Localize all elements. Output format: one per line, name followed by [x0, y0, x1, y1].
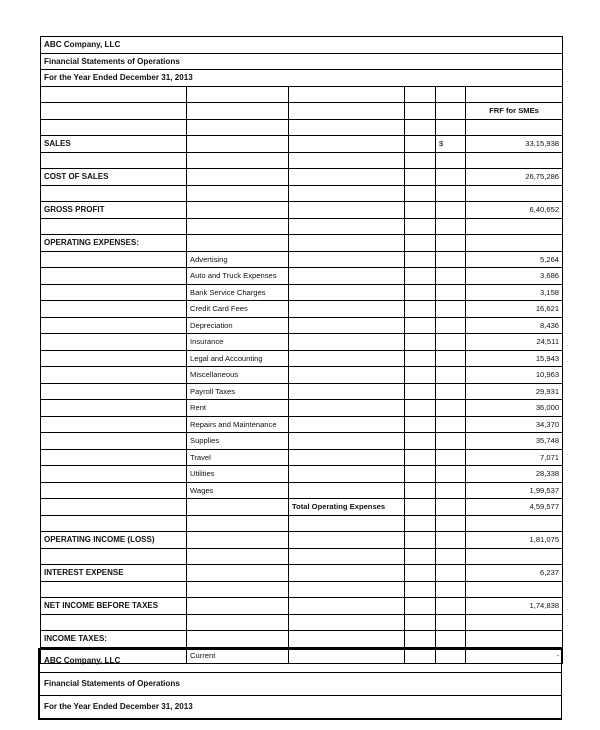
- cell-blank: [289, 185, 405, 202]
- cell-blank: [405, 317, 436, 334]
- cell-blank: [41, 433, 187, 450]
- cell-blank: [289, 235, 405, 252]
- gross-profit-value: 6,40,652: [466, 202, 563, 219]
- cell-blank: [187, 598, 289, 615]
- cell-blank: [289, 581, 405, 598]
- expense-value: 15,943: [466, 350, 563, 367]
- cost-of-sales-label: COST OF SALES: [41, 169, 187, 186]
- spacer-row: [41, 548, 563, 565]
- cell-blank: [41, 317, 187, 334]
- cell-blank: [436, 235, 466, 252]
- cell-blank: [436, 119, 466, 136]
- cell-blank: [289, 301, 405, 318]
- expense-value: 10,963: [466, 367, 563, 384]
- spacer-row: [41, 218, 563, 235]
- expense-value: 35,748: [466, 433, 563, 450]
- cell-blank: [436, 350, 466, 367]
- row-net-income-before-taxes: [41, 598, 563, 615]
- cell-blank: [436, 251, 466, 268]
- cell-blank: [41, 284, 187, 301]
- cell-blank: [436, 499, 466, 516]
- cell-blank: [41, 301, 187, 318]
- cell-blank: [41, 614, 187, 631]
- title-row-period: [41, 70, 563, 87]
- footer-statement-period: For the Year Ended December 31, 2013: [39, 696, 562, 720]
- cell-blank: [41, 103, 187, 120]
- expense-row: [41, 416, 563, 433]
- cell-blank: [41, 449, 187, 466]
- cell-blank: [289, 136, 405, 153]
- cell-blank: [436, 317, 466, 334]
- operating-expenses-label: OPERATING EXPENSES:: [41, 235, 187, 252]
- expense-value: 1,99,537: [466, 482, 563, 499]
- spacer-row: [41, 119, 563, 136]
- operating-income-value: 1,81,075: [466, 532, 563, 549]
- expense-row: [41, 466, 563, 483]
- expense-value: 7,071: [466, 449, 563, 466]
- cell-blank: [289, 466, 405, 483]
- expense-value: 29,931: [466, 383, 563, 400]
- footer-row-company: [39, 649, 562, 673]
- cell-blank: [289, 152, 405, 169]
- cell-blank: [405, 400, 436, 417]
- expense-value: 8,436: [466, 317, 563, 334]
- expense-label: Advertising: [187, 251, 289, 268]
- cell-blank: [187, 499, 289, 516]
- expense-label: Credit Card Fees: [187, 301, 289, 318]
- cell-blank: [289, 515, 405, 532]
- expense-label: Repairs and Maintenance: [187, 416, 289, 433]
- cell-blank: [466, 119, 563, 136]
- expense-label: Auto and Truck Expenses: [187, 268, 289, 285]
- cell-blank: [41, 515, 187, 532]
- cell-blank: [289, 400, 405, 417]
- cell-blank: [187, 631, 289, 648]
- cell-blank: [436, 103, 466, 120]
- gross-profit-label: GROSS PROFIT: [41, 202, 187, 219]
- cell-blank: [405, 350, 436, 367]
- row-interest-expense: [41, 565, 563, 582]
- row-operating-income: [41, 532, 563, 549]
- cell-blank: [41, 152, 187, 169]
- expense-row: [41, 284, 563, 301]
- footer-repeat-block: [38, 648, 562, 720]
- expense-value: 3,686: [466, 268, 563, 285]
- cell-blank: [466, 631, 563, 648]
- cell-blank: [436, 581, 466, 598]
- spacer-row: [41, 152, 563, 169]
- footer-company-name: ABC Company, LLC: [39, 649, 562, 673]
- expense-row: [41, 400, 563, 417]
- expense-value: 34,370: [466, 416, 563, 433]
- cell-blank: [405, 119, 436, 136]
- cell-blank: [436, 152, 466, 169]
- row-operating-expenses-heading: [41, 235, 563, 252]
- cost-of-sales-value: 26,75,286: [466, 169, 563, 186]
- cell-blank: [289, 383, 405, 400]
- cell-blank: [289, 565, 405, 582]
- expense-value: 5,264: [466, 251, 563, 268]
- expense-row: [41, 268, 563, 285]
- expense-row: [41, 367, 563, 384]
- cell-blank: [436, 185, 466, 202]
- cell-blank: [436, 482, 466, 499]
- cell-blank: [405, 169, 436, 186]
- cell-blank: [405, 202, 436, 219]
- cell-blank: [436, 218, 466, 235]
- cell-blank: [466, 548, 563, 565]
- cell-blank: [466, 614, 563, 631]
- expense-label: Insurance: [187, 334, 289, 351]
- cell-blank: [436, 400, 466, 417]
- cell-blank: [466, 581, 563, 598]
- cell-blank: [405, 251, 436, 268]
- cell-blank: [41, 185, 187, 202]
- cell-blank: [436, 631, 466, 648]
- cell-blank: [289, 350, 405, 367]
- cell-blank: [289, 433, 405, 450]
- cell-blank: [405, 466, 436, 483]
- company-name: ABC Company, LLC: [41, 37, 563, 54]
- footer-row-period: [39, 696, 562, 720]
- cell-blank: [405, 334, 436, 351]
- title-row-company: [41, 37, 563, 54]
- cell-blank: [187, 86, 289, 103]
- cell-blank: [405, 581, 436, 598]
- cell-blank: [436, 169, 466, 186]
- cell-blank: [405, 515, 436, 532]
- cell-blank: [187, 515, 289, 532]
- cell-blank: [436, 86, 466, 103]
- cell-blank: [405, 235, 436, 252]
- expense-row: [41, 317, 563, 334]
- cell-blank: [187, 614, 289, 631]
- currency-symbol: $: [436, 136, 466, 153]
- row-sales: [41, 136, 563, 153]
- expense-row: [41, 350, 563, 367]
- cell-blank: [41, 400, 187, 417]
- current-tax-value: -: [466, 647, 563, 664]
- cell-blank: [187, 103, 289, 120]
- expense-label: Rent: [187, 400, 289, 417]
- cell-blank: [289, 119, 405, 136]
- cell-blank: [41, 581, 187, 598]
- cell-blank: [436, 301, 466, 318]
- statement-period: For the Year Ended December 31, 2013: [41, 70, 563, 87]
- expense-label: Payroll Taxes: [187, 383, 289, 400]
- cell-blank: [436, 548, 466, 565]
- cell-blank: [289, 631, 405, 648]
- expense-row: [41, 449, 563, 466]
- cell-blank: [436, 383, 466, 400]
- cell-blank: [289, 532, 405, 549]
- cell-blank: [466, 218, 563, 235]
- row-cost-of-sales: [41, 169, 563, 186]
- cell-blank: [436, 334, 466, 351]
- cell-blank: [405, 598, 436, 615]
- cell-blank: [289, 598, 405, 615]
- spacer-row: [41, 581, 563, 598]
- cell-blank: [405, 416, 436, 433]
- cell-blank: [187, 532, 289, 549]
- cell-blank: [405, 499, 436, 516]
- cell-blank: [187, 202, 289, 219]
- framework-label: FRF for SMEs: [466, 103, 563, 120]
- net-income-before-taxes-value: 1,74,838: [466, 598, 563, 615]
- cell-blank: [405, 482, 436, 499]
- expense-row: [41, 301, 563, 318]
- cell-blank: [466, 515, 563, 532]
- cell-blank: [289, 251, 405, 268]
- cell-blank: [405, 136, 436, 153]
- cell-blank: [41, 466, 187, 483]
- cell-blank: [436, 367, 466, 384]
- cell-blank: [41, 350, 187, 367]
- cell-blank: [187, 218, 289, 235]
- spacer-row: [41, 185, 563, 202]
- expense-value: 16,621: [466, 301, 563, 318]
- cell-blank: [289, 103, 405, 120]
- cell-blank: [289, 317, 405, 334]
- cell-blank: [289, 548, 405, 565]
- expense-label: Wages: [187, 482, 289, 499]
- expense-label: Legal and Accounting: [187, 350, 289, 367]
- cell-blank: [41, 119, 187, 136]
- row-income-taxes-heading: [41, 631, 563, 648]
- expense-row: [41, 251, 563, 268]
- cell-blank: [405, 268, 436, 285]
- cell-blank: [289, 449, 405, 466]
- cell-blank: [289, 202, 405, 219]
- cell-blank: [405, 218, 436, 235]
- footer-statement-title: Financial Statements of Operations: [39, 673, 562, 696]
- cell-blank: [41, 499, 187, 516]
- cell-blank: [289, 169, 405, 186]
- expense-label: Supplies: [187, 433, 289, 450]
- sales-value: 33,15,938: [466, 136, 563, 153]
- cell-blank: [436, 416, 466, 433]
- statement-title: Financial Statements of Operations: [41, 53, 563, 70]
- cell-blank: [436, 284, 466, 301]
- income-statement-table: [40, 36, 563, 664]
- cell-blank: [41, 251, 187, 268]
- cell-blank: [41, 367, 187, 384]
- cell-blank: [41, 482, 187, 499]
- footer-row-statement: [39, 673, 562, 696]
- cell-blank: [466, 152, 563, 169]
- cell-blank: [187, 169, 289, 186]
- cell-blank: [289, 614, 405, 631]
- expense-row: [41, 482, 563, 499]
- cell-blank: [436, 466, 466, 483]
- cell-blank: [436, 202, 466, 219]
- cell-blank: [289, 367, 405, 384]
- expense-value: 24,511: [466, 334, 563, 351]
- expense-label: Depreciation: [187, 317, 289, 334]
- cell-blank: [436, 598, 466, 615]
- cell-blank: [41, 86, 187, 103]
- operating-income-label: OPERATING INCOME (LOSS): [41, 532, 187, 549]
- spacer-row: [41, 86, 563, 103]
- cell-blank: [289, 334, 405, 351]
- cell-blank: [41, 218, 187, 235]
- sales-label: SALES: [41, 136, 187, 153]
- cell-blank: [289, 482, 405, 499]
- expense-value: 3,158: [466, 284, 563, 301]
- cell-blank: [187, 565, 289, 582]
- net-income-before-taxes-label: NET INCOME BEFORE TAXES: [41, 598, 187, 615]
- interest-expense-label: INTEREST EXPENSE: [41, 565, 187, 582]
- cell-blank: [41, 334, 187, 351]
- cell-blank: [436, 433, 466, 450]
- cell-blank: [41, 268, 187, 285]
- cell-blank: [405, 301, 436, 318]
- cell-blank: [187, 152, 289, 169]
- cell-blank: [41, 416, 187, 433]
- cell-blank: [289, 284, 405, 301]
- cell-blank: [436, 532, 466, 549]
- framework-header-row: [41, 103, 563, 120]
- cell-blank: [289, 416, 405, 433]
- expense-value: 36,000: [466, 400, 563, 417]
- row-total-operating-expenses: [41, 499, 563, 516]
- cell-blank: [436, 449, 466, 466]
- cell-blank: [405, 532, 436, 549]
- title-row-statement: [41, 53, 563, 70]
- expense-value: 28,338: [466, 466, 563, 483]
- row-gross-profit: [41, 202, 563, 219]
- total-operating-expenses-label: Total Operating Expenses: [289, 499, 405, 516]
- cell-blank: [187, 185, 289, 202]
- expense-label: Miscellaneous: [187, 367, 289, 384]
- expense-row: [41, 433, 563, 450]
- cell-blank: [405, 383, 436, 400]
- spacer-row: [41, 614, 563, 631]
- cell-blank: [187, 548, 289, 565]
- cell-blank: [466, 86, 563, 103]
- cell-blank: [405, 367, 436, 384]
- current-tax-label: Current: [187, 647, 289, 664]
- cell-blank: [187, 581, 289, 598]
- cell-blank: [187, 235, 289, 252]
- cell-blank: [405, 152, 436, 169]
- spacer-row: [41, 515, 563, 532]
- cell-blank: [405, 433, 436, 450]
- cell-blank: [41, 548, 187, 565]
- expense-label: Travel: [187, 449, 289, 466]
- cell-blank: [436, 268, 466, 285]
- cell-blank: [187, 136, 289, 153]
- cell-blank: [405, 565, 436, 582]
- expense-row: [41, 334, 563, 351]
- cell-blank: [289, 86, 405, 103]
- cell-blank: [405, 548, 436, 565]
- statement-body: [41, 37, 563, 252]
- cell-blank: [405, 103, 436, 120]
- total-operating-expenses-value: 4,59,577: [466, 499, 563, 516]
- cell-blank: [436, 614, 466, 631]
- cell-blank: [405, 614, 436, 631]
- cell-blank: [405, 86, 436, 103]
- cell-blank: [405, 449, 436, 466]
- cell-blank: [41, 383, 187, 400]
- cell-blank: [405, 185, 436, 202]
- cell-blank: [436, 515, 466, 532]
- income-taxes-label: INCOME TAXES:: [41, 631, 187, 648]
- cell-blank: [436, 565, 466, 582]
- cell-blank: [405, 284, 436, 301]
- expense-label: Bank Service Charges: [187, 284, 289, 301]
- cell-blank: [466, 235, 563, 252]
- expense-line-items: [41, 251, 563, 499]
- cell-blank: [405, 631, 436, 648]
- cell-blank: [187, 119, 289, 136]
- expense-label: Utilities: [187, 466, 289, 483]
- cell-blank: [466, 185, 563, 202]
- expense-row: [41, 383, 563, 400]
- cell-blank: [289, 268, 405, 285]
- interest-expense-value: 6,237: [466, 565, 563, 582]
- cell-blank: [289, 218, 405, 235]
